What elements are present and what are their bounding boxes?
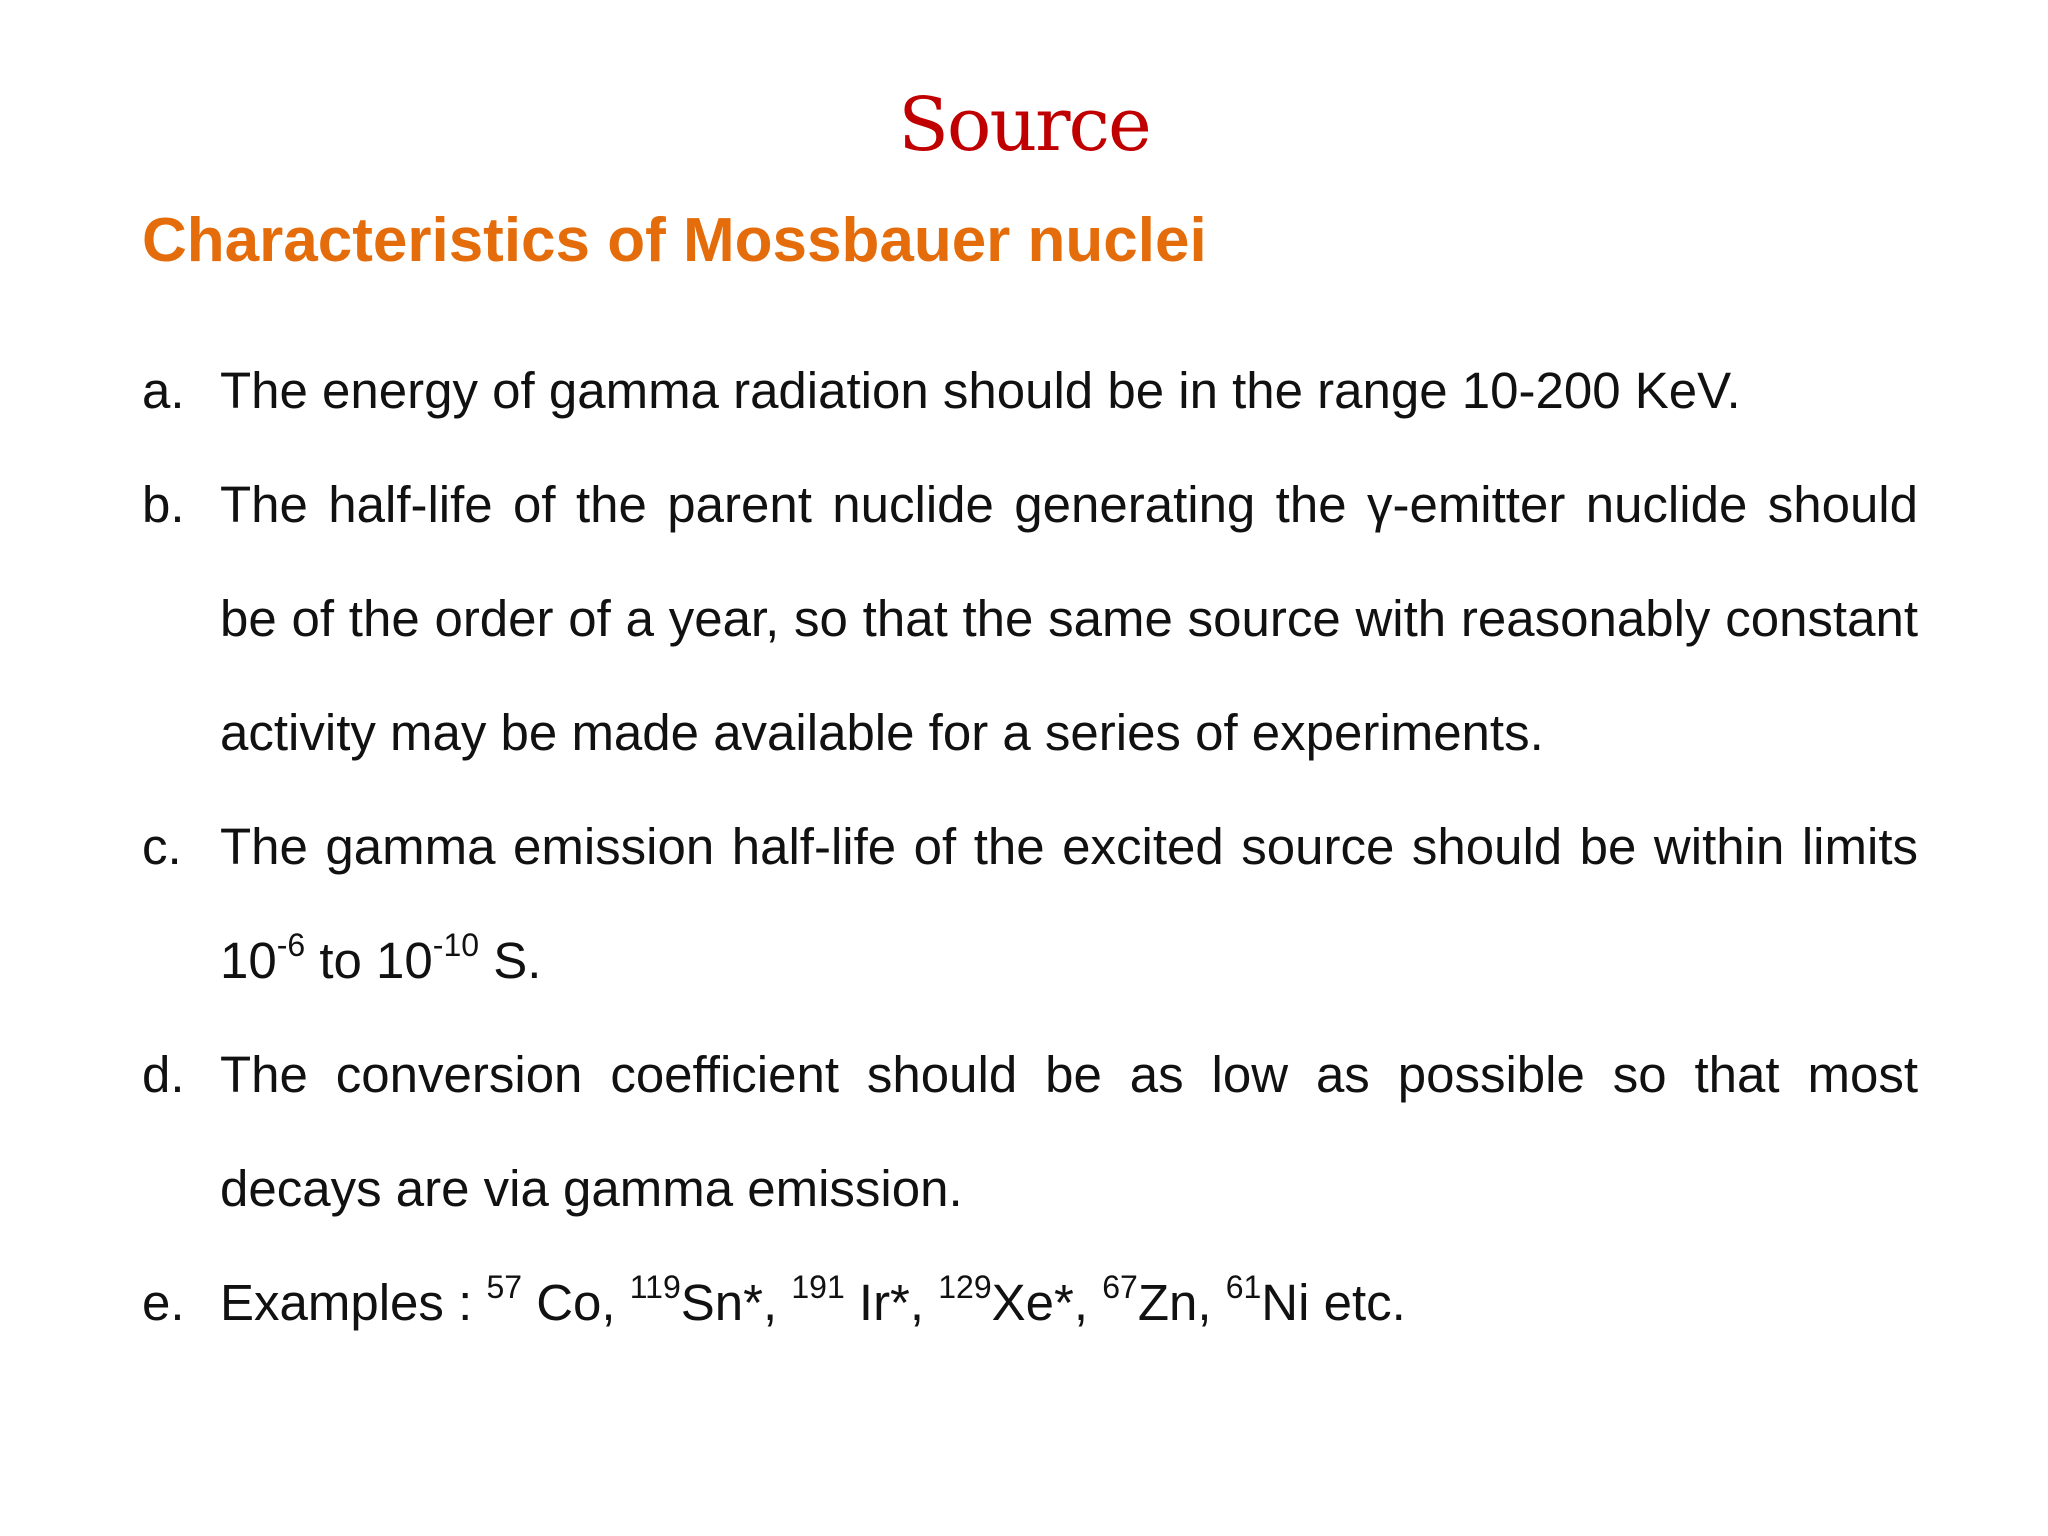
list-item-b (142, 448, 1918, 790)
isotope-symbol: Ni (1261, 1274, 1310, 1331)
characteristics-list (142, 334, 1918, 1360)
list-marker: c. (142, 818, 182, 875)
isotope (1102, 1269, 1226, 1331)
isotope-mass: 67 (1102, 1269, 1138, 1305)
list-item-text: The energy of gamma radiation should be in the range 10-200 KeV. (220, 362, 1741, 419)
isotope-symbol: Co (522, 1274, 602, 1331)
isotope-separator: , (763, 1274, 792, 1331)
isotope-symbol: Sn* (680, 1274, 763, 1331)
list-item-c (142, 790, 1918, 1018)
isotope-separator: , (1197, 1274, 1226, 1331)
half-life-text-mid: to 10 (305, 932, 433, 989)
isotope-separator: , (601, 1274, 630, 1331)
slide-title: Source (898, 82, 1150, 168)
isotope-mass: 129 (938, 1269, 992, 1305)
list-item-text (220, 790, 1918, 1018)
isotope-mass: 61 (1225, 1269, 1262, 1305)
isotope-symbol: Xe* (991, 1274, 1074, 1331)
list-marker: b. (142, 476, 185, 533)
exponent-upper: -10 (432, 927, 480, 963)
list-item-e (142, 1246, 1918, 1360)
half-life-text: The gamma emission half-life of the excited source should be within limits 10 (220, 818, 1918, 989)
list-marker: e. (142, 1274, 185, 1331)
isotope (486, 1269, 630, 1331)
isotope-mass: 191 (791, 1269, 845, 1305)
list-marker: a. (142, 362, 185, 419)
isotope-mass: 57 (486, 1269, 523, 1305)
isotope-symbol: Ir* (844, 1274, 910, 1331)
isotope (1225, 1269, 1310, 1331)
examples-text (220, 1246, 1918, 1360)
isotope (938, 1269, 1103, 1331)
half-life-unit: S. (479, 932, 542, 989)
list-marker: d. (142, 1046, 185, 1103)
isotope (629, 1269, 792, 1331)
exponent-lower: -6 (276, 927, 306, 963)
list-item-text: The half-life of the parent nuclide generating the γ-emitter nuclide should be of the order of a year, so that the same source with reasonably constant activity may be made available for a series of experiments. (220, 476, 1918, 761)
examples-prefix: Examples : (220, 1274, 487, 1331)
examples-suffix: etc. (1309, 1274, 1406, 1331)
slide-subtitle: Characteristics of Mossbauer nuclei (142, 206, 1207, 275)
list-item-text: The conversion coefficient should be as low as possible so that most decays are via gamma emission. (220, 1046, 1918, 1217)
isotope-separator: , (1073, 1274, 1103, 1331)
isotope-separator: , (909, 1274, 939, 1331)
list-item-d (142, 1018, 1918, 1246)
list-item-a (142, 334, 1918, 448)
isotope-symbol: Zn (1137, 1274, 1198, 1331)
isotope-mass: 119 (629, 1269, 681, 1305)
isotope (791, 1269, 939, 1331)
